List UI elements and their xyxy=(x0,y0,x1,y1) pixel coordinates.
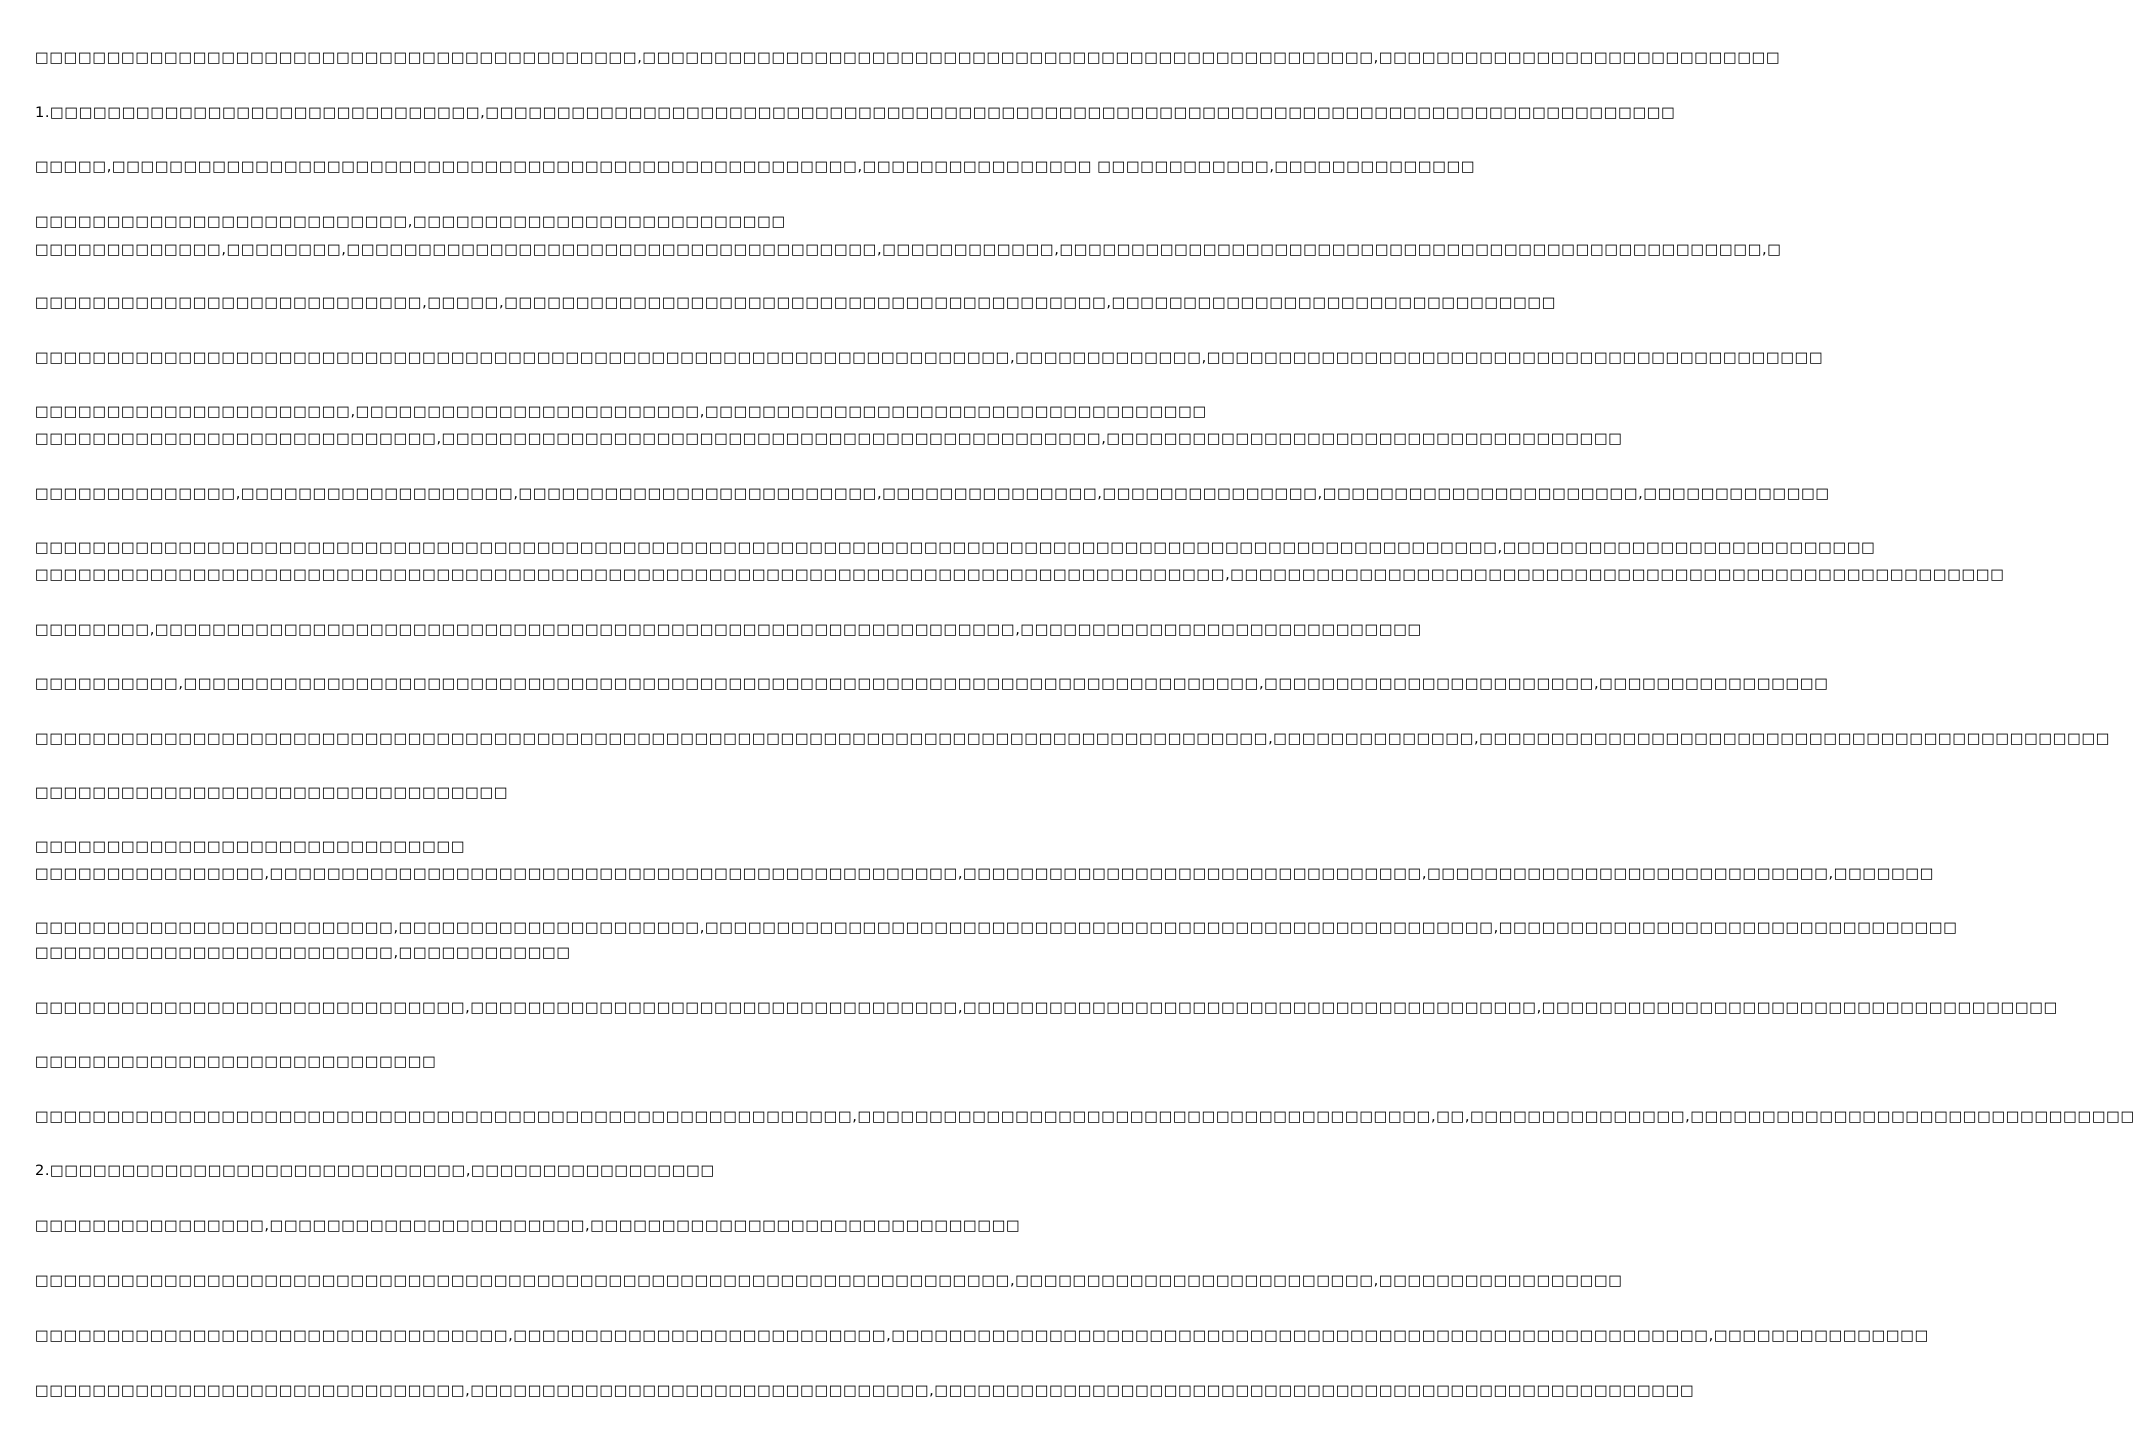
text-line: □□□□□□□□□□□□□□□□□□□□□□□□□□□□ xyxy=(35,1053,437,1070)
text-line: □□□□□□□□□□□□□□□□□□□□□□□□□□,□□□□□□□□□□□□□□□□□□□□□□□□□□ xyxy=(35,213,786,230)
text-line: □□□□□□□□□□□□□□□□□□□□□□,□□□□□□□□□□□□□□□□□□□□□□□□,□□□□□□□□□□□□□□□□□□□□□□□□□□□□□□□□□□□ xyxy=(35,403,1207,420)
text-line: □□□□□□□□□□□□□□□□,□□□□□□□□□□□□□□□□□□□□□□□□□□□□□□□□□□□□□□□□□□□□□□□□,□□□□□□□□□□□□□□□□□□□□□□□□□□□□□□□□,□□□□□□□□□□□□□□□□□□□□□□□□□□□□,□□□□□□□ xyxy=(35,865,1935,882)
text-line: □□□□□□□□□□□□□,□□□□□□□□,□□□□□□□□□□□□□□□□□□□□□□□□□□□□□□□□□□□□□,□□□□□□□□□□□□,□□□□□□□□□□□□□□□□□□□□□□□□□□□□□□□□□□□□□□□□□□□□□□□□□,□ xyxy=(35,241,1782,258)
text-line: 2.□□□□□□□□□□□□□□□□□□□□□□□□□□□□□,□□□□□□□□□□□□□□□□□ xyxy=(35,1162,715,1179)
text-line: □□□□□□□□□□□□□□□□□□□□□□□□□□□□□□□□□□□□□□□□□□□□□□□□□□□□□□□□□□□□□□□□□□□□□□□□□□□□□□□□□□□□□□□□□□□□□□□□□□□□□□,□□□□□□□□□□□□□□□□□□□□□□□□□□ xyxy=(35,539,1876,556)
text-line: □□□□□□□□,□□□□□□□□□□□□□□□□□□□□□□□□□□□□□□□□□□□□□□□□□□□□□□□□□□□□□□□□□□□□,□□□□□□□□□□□□□□□□□□□□□□□□□□□□ xyxy=(35,621,1422,638)
text-line: □□□□□□□□□□□□□□□□□□□□□□□□□□□□□□□□□□□□□□□□□□□□□□□□□□□□□□□□□,□□□□□□□□□□□□□□□□□□□□□□□□□□□□□□□□□□□□□□□□,□□,□□□□□□□□□□□□□□□,□□□□□□□□□□□□□□□□□□□□□□□□□□□□□□□ xyxy=(35,1108,2135,1125)
text-line: □□□□□□□□□□□□□□□□□□□□□□□□□□□□,□□□□□□□□□□□□□□□□□□□□□□□□□□□□□□□□□□□□□□□□□□□□□□,□□□□□□□□□□□□□□□□□□□□□□□□□□□□□□□□□□□□ xyxy=(35,430,1623,447)
text-line: □□□□□□□□□□□□□□□□□□□□□□□□□□□,□□□□□,□□□□□□□□□□□□□□□□□□□□□□□□□□□□□□□□□□□□□□□□□□,□□□□□□□□□□□□□□□□□□□□□□□□□□□□□□□ xyxy=(35,294,1557,311)
text-line: □□□□□□□□□□□□□□□□□□□□□□□□□□□□□□,□□□□□□□□□□□□□□□□□□□□□□□□□□□□□□□□,□□□□□□□□□□□□□□□□□□□□□□□□□□□□□□□□□□□□□□□□□□□□□□□□□□□□□ xyxy=(35,1382,1695,1399)
text-line: □□□□□□□□□□□□□□□□□□□□□□□□□,□□□□□□□□□□□□□□□□□□□□□,□□□□□□□□□□□□□□□□□□□□□□□□□□□□□□□□□□□□□□□□□□□□□□□□□□□□□□□,□□□□□□□□□□□□□□□□□□□□□□□□□□□□□□□□ xyxy=(35,919,1958,936)
text-line: □□□□□,□□□□□□□□□□□□□□□□□□□□□□□□□□□□□□□□□□□□□□□□□□□□□□□□□□□□,□□□□□□□□□□□□□□□□ □□□□□□□□□□□□,□□□□□□□□□□□□□□ xyxy=(35,158,1476,175)
text-line: □□□□□□□□□□□□□□□□□□□□□□□□□,□□□□□□□□□□□□ xyxy=(35,944,571,961)
text-line: □□□□□□□□□□□□□□□□□□□□□□□□□□□□□□□□□□□□□□□□□□□□□□□□□□□□□□□□□□□□□□□□□□□□□□□□□□□□□□□□□□□,□□□□□□□□□□□□□□□□□□□□□□□□□□□□□□□□□□□□□□□□□□□□□□□□□□□□□□ xyxy=(35,566,2005,583)
text-line: □□□□□□□□□□□□□□□□□□□□□□□□□□□□□□□□□□□□□□□□□□□□□□□□□□□□□□□□□□□□□□□□□□□□,□□□□□□□□□□□□□□□□□□□□□□□□□,□□□□□□□□□□□□□□□□□ xyxy=(35,1272,1623,1289)
text-line: 1.□□□□□□□□□□□□□□□□□□□□□□□□□□□□□□,□□□□□□□□□□□□□□□□□□□□□□□□□□□□□□□□□□□□□□□□□□□□□□□□□□□□□□□□□□□□□□□□□□□□□□□□□□□□□□□□□□□ xyxy=(35,104,1676,121)
text-line: □□□□□□□□□□,□□□□□□□□□□□□□□□□□□□□□□□□□□□□□□□□□□□□□□□□□□□□□□□□□□□□□□□□□□□□□□□□□□□□□□□□□□□,□□□□□□□□□□□□□□□□□□□□□□□,□□□□□□□□□□□□□□□□ xyxy=(35,675,1829,692)
text-line: □□□□□□□□□□□□□□□□□□□□□□□□□□□□□□□□□,□□□□□□□□□□□□□□□□□□□□□□□□□□,□□□□□□□□□□□□□□□□□□□□□□□□□□□□□□□□□□□□□□□□□□□□□□□□□□□□□□□□□,□□□□□□□□□□□□□□□ xyxy=(35,1327,1929,1344)
text-line: □□□□□□□□□□□□□□□□□□□□□□□□□□□□□□ xyxy=(35,838,466,855)
text-line: □□□□□□□□□□□□□□□□□□□□□□□□□□□□□□□□□□□□□□□□□□,□□□□□□□□□□□□□□□□□□□□□□□□□□□□□□□□□□□□□□□□□□□□□□□□□□□,□□□□□□□□□□□□□□□□□□□□□□□□□□□□ xyxy=(35,49,1781,66)
text-line: □□□□□□□□□□□□□□□□□□□□□□□□□□□□□□□□□□□□□□□□□□□□□□□□□□□□□□□□□□□□□□□□□□□□□□□□□□□□□□□□□□□□□□,□□□□□□□□□□□□□□,□□□□□□□□□□□□□□□□□□□□□□□□□□□□□□□□□□□□□□□□□□□□ xyxy=(35,730,2111,747)
text-line: □□□□□□□□□□□□□□□□□□□□□□□□□□□□□□□□□ xyxy=(35,784,509,801)
text-line: □□□□□□□□□□□□□□,□□□□□□□□□□□□□□□□□□□,□□□□□□□□□□□□□□□□□□□□□□□□□,□□□□□□□□□□□□□□□,□□□□□□□□□□□□□□□,□□□□□□□□□□□□□□□□□□□□□□,□□□□□□□□□□□□□ xyxy=(35,485,1830,502)
text-line: □□□□□□□□□□□□□□□□□□□□□□□□□□□□□□,□□□□□□□□□□□□□□□□□□□□□□□□□□□□□□□□□□,□□□□□□□□□□□□□□□□□□□□□□□□□□□□□□□□□□□□□□□□,□□□□□□□□□□□□□□□□□□□□□□□□□□□□□□□□□□□□ xyxy=(35,999,2058,1016)
text-line: □□□□□□□□□□□□□□□□□□□□□□□□□□□□□□□□□□□□□□□□□□□□□□□□□□□□□□□□□□□□□□□□□□□□,□□□□□□□□□□□□□,□□□□□□□□□□□□□□□□□□□□□□□□□□□□□□□□□□□□□□□□□□□ xyxy=(35,349,1824,366)
text-line: □□□□□□□□□□□□□□□□,□□□□□□□□□□□□□□□□□□□□□□,□□□□□□□□□□□□□□□□□□□□□□□□□□□□□□ xyxy=(35,1217,1021,1234)
